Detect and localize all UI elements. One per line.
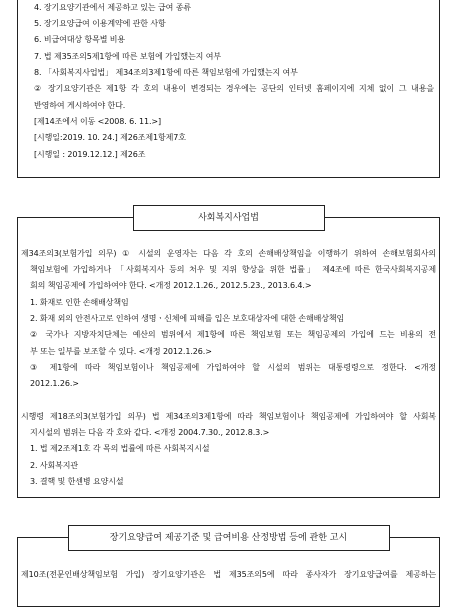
decree-line: 지시설의 범위는 다음 각 호와 같다. <개정 2004.7.30., 2012.8.3.> (30, 428, 270, 437)
article-line: ③ 제1항에 따라 책임보험이나 책임공제에 가입하여야 할 시설의 범위는 대통령령으로 정한다. <개정 (30, 363, 436, 372)
section-title: 장기요양급여 제공기준 및 급여비용 산정방법 등에 관한 고시 (68, 525, 390, 551)
effective-date-note: [시행일:2019. 10. 24.] 제26조제1항제7호 (34, 133, 186, 142)
top-section-box (17, 0, 440, 178)
list-item: 2. 화재 외의 안전사고로 인하여 생명ㆍ신체에 피해를 입은 보호대상자에 대한 손해배상책임 (30, 314, 345, 323)
list-item: 2. 사회복지관 (30, 461, 79, 470)
article-line: 제10조(전문인배상책임보험 가입) 장기요양기관은 법 제35조의5에 따라 종사자가 장기요양급여를 제공하는 (21, 570, 436, 579)
social-welfare-act-box (17, 213, 440, 498)
article-line: 부 또는 일부를 보조할 수 있다. <개정 2012.1.26.> (30, 347, 212, 356)
article-line: 회의 책임공제에 가입하여야 한다. <개정 2012.1.26., 2012.5.23., 2013.6.4.> (30, 281, 312, 290)
paragraph-line: 반영하여 게시하여야 한다. (34, 101, 126, 110)
list-item: 7. 법 제35조의5제1항에 따른 보험에 가입했는지 여부 (34, 52, 221, 61)
history-note: [제14조에서 이동 <2008. 6. 11.>] (34, 117, 162, 126)
list-item: 8. 「사회복지사업법」 제34조의3제1항에 따른 책임보험에 가입했는지 여부 (34, 68, 298, 77)
article-line: 제34조의3(보험가입 의무) ① 시설의 운영자는 다음 각 호의 손해배상책임을 이행하기 위하여 손해보험회사의 (21, 249, 436, 258)
paragraph-line: ② 장기요양기관은 제1항 각 호의 내용이 변경되는 경우에는 공단의 인터넷 홈페이지에 지체 없이 그 내용을 (34, 84, 434, 93)
list-item: 5. 장기요양급여 이용계약에 관한 사항 (34, 19, 166, 28)
article-line: 2012.1.26.> (30, 379, 79, 388)
section-title: 사회복지사업법 (133, 205, 325, 231)
effective-date-note: [시행일 : 2019.12.12.] 제26조 (34, 150, 146, 159)
article-line: 책임보험에 가입하거나 「사회복지사 등의 처우 및 지위 향상을 위한 법률」 제4조에 따른 한국사회복지공제 (30, 265, 436, 274)
list-item: 6. 비급여대상 항목별 비용 (34, 35, 126, 44)
list-item: 1. 법 제2조제1호 각 목의 법률에 따른 사회복지시설 (30, 444, 210, 453)
list-item: 1. 화재로 인한 손해배상책임 (30, 298, 129, 307)
decree-line: 시행령 제18조의3(보험가입 의무) 법 제34조의3제1항에 따라 책임보험이나 책임공제에 가입하여야 할 사회복 (21, 412, 436, 421)
article-line: ② 국가나 지방자치단체는 예산의 범위에서 제1항에 따른 책임보험 또는 책임공제의 가입에 드는 비용의 전 (30, 330, 436, 339)
ltc-notice-box (17, 533, 440, 607)
list-item: 4. 장기요양기관에서 제공하고 있는 급여 종류 (34, 3, 191, 12)
list-item: 3. 결핵 및 한센병 요양시설 (30, 477, 124, 486)
